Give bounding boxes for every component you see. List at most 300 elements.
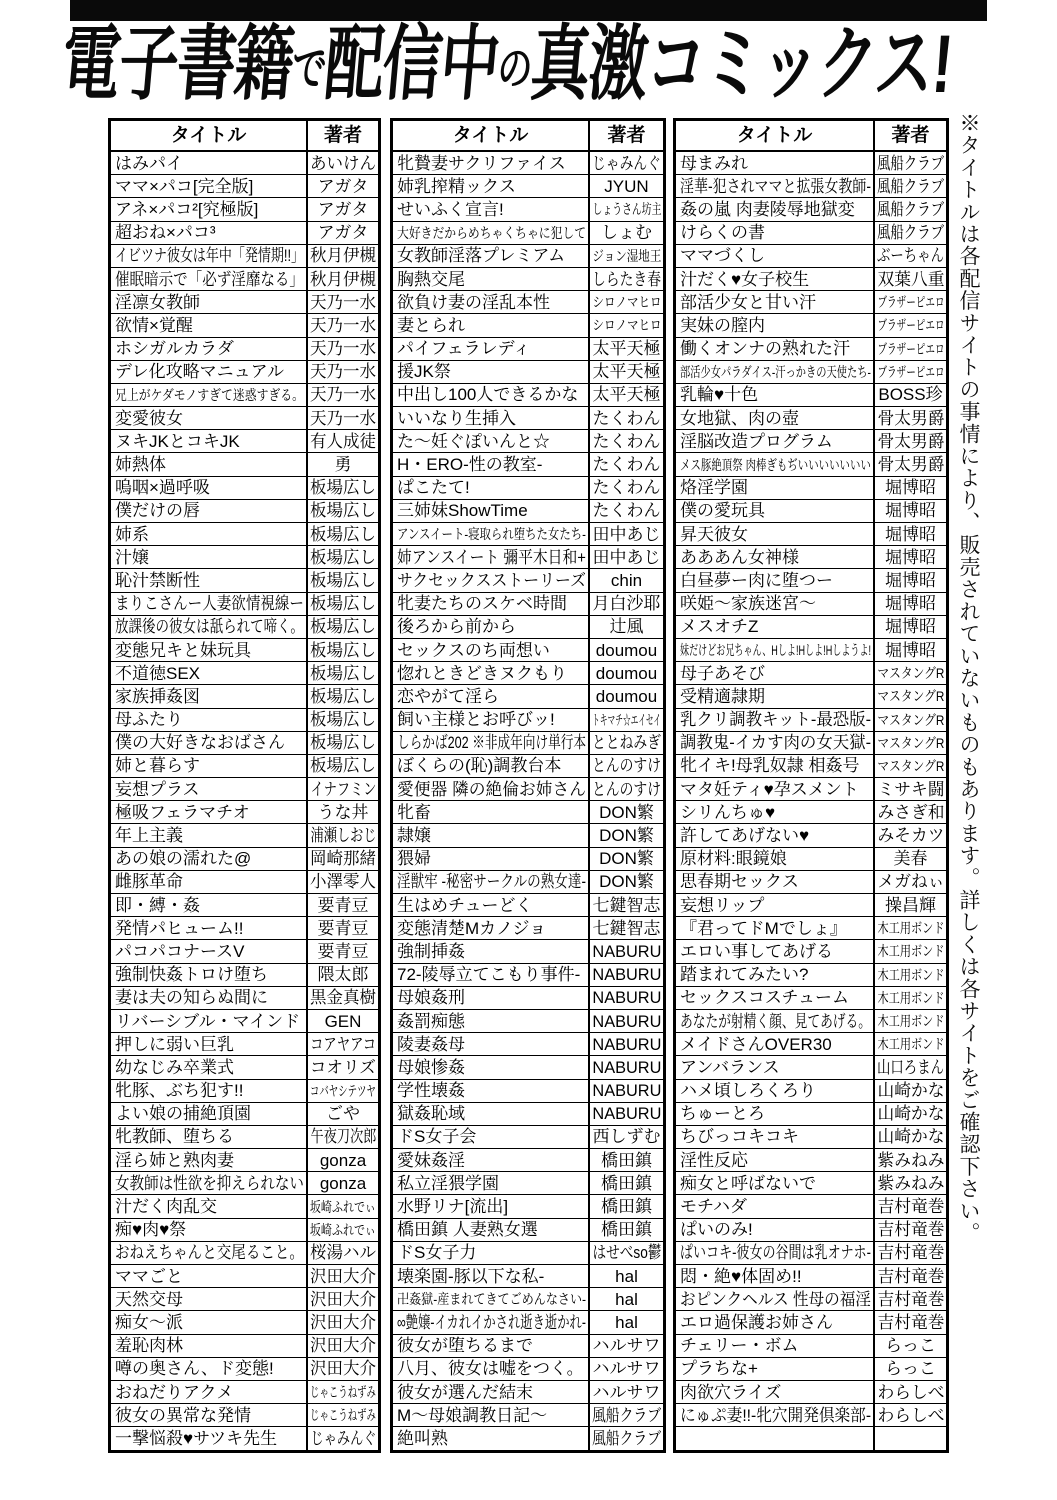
table-row xyxy=(676,871,946,894)
title-cell-text: 汁だく肉乱交 xyxy=(115,1197,217,1217)
title-cell xyxy=(676,546,875,568)
title-cell xyxy=(393,1335,590,1357)
title-cell-text: 牝豚、ぶち犯す!! xyxy=(115,1081,244,1101)
author-cell-text: gonza xyxy=(319,1150,367,1170)
author-cell xyxy=(875,384,946,406)
table-row xyxy=(393,569,663,592)
author-cell xyxy=(308,662,378,684)
author-cell xyxy=(590,824,663,846)
table-row xyxy=(676,1126,946,1149)
author-cell-text: NABURU xyxy=(592,965,662,985)
author-cell-text: 吉村竜巻 xyxy=(877,1312,944,1332)
title-cell xyxy=(111,848,308,870)
title-cell-text: 思春期セックス xyxy=(680,872,799,892)
author-cell xyxy=(308,1265,378,1287)
author-cell-text: 田中あじ xyxy=(592,524,661,544)
author-cell xyxy=(308,1311,378,1333)
author-cell-text: 天乃一水 xyxy=(309,292,377,312)
title-cell xyxy=(393,1033,590,1055)
banner-title-segment: の xyxy=(495,43,534,96)
title-cell-text: 牝教師、堕ちる xyxy=(115,1127,234,1147)
author-cell xyxy=(590,1427,663,1449)
title-cell xyxy=(676,1427,875,1449)
table-row xyxy=(676,964,946,987)
author-cell xyxy=(308,940,378,962)
title-cell xyxy=(676,1242,875,1264)
author-cell xyxy=(590,1265,663,1287)
title-cell xyxy=(111,685,308,707)
author-header xyxy=(875,121,946,150)
author-cell xyxy=(308,616,378,638)
table-row xyxy=(393,1242,663,1265)
table-row xyxy=(676,1056,946,1079)
title-cell-text: 兄上がケダモノすぎて迷惑すぎる。 xyxy=(115,386,305,403)
title-cell-text: はみパイ xyxy=(115,153,183,173)
title-cell-text: 押しに弱い巨乳 xyxy=(115,1034,234,1054)
author-cell xyxy=(875,709,946,731)
title-cell-text: 妄想リップ xyxy=(680,895,765,915)
title-cell-text: あなたが射精く顔、見てあげる。 xyxy=(680,1011,871,1031)
author-cell xyxy=(875,1126,946,1148)
table-row xyxy=(111,291,378,314)
title-cell xyxy=(676,175,875,197)
title-cell-text: 隷嬢 xyxy=(397,826,431,846)
author-cell xyxy=(875,430,946,452)
author-cell-text: 板場広し xyxy=(309,570,377,590)
table-row xyxy=(111,546,378,569)
author-cell-text: たくわん xyxy=(592,431,661,451)
author-cell xyxy=(875,175,946,197)
table-row xyxy=(393,1219,663,1242)
author-cell-text: 黒金真樹 xyxy=(309,988,377,1008)
title-cell-text: 母娘姦刑 xyxy=(397,988,465,1008)
author-cell-text: 西しずむ xyxy=(592,1127,661,1147)
table-row xyxy=(393,1288,663,1311)
author-cell-text: 午夜刀次郎 xyxy=(310,1127,376,1147)
title-header xyxy=(676,121,875,150)
title-cell-text: 八月、彼女は嘘をつく。 xyxy=(397,1359,584,1379)
title-cell-text: 働くオンナの熟れた汗 xyxy=(680,339,850,359)
table-row xyxy=(393,1080,663,1103)
table-row xyxy=(111,1172,378,1195)
author-cell xyxy=(590,940,663,962)
title-cell xyxy=(676,1219,875,1241)
author-header xyxy=(308,121,378,150)
author-cell-text: 骨太男爵 xyxy=(877,455,944,475)
table-row xyxy=(111,245,378,268)
title-cell xyxy=(676,1358,875,1380)
title-cell-text: 彼女が堕ちるまで xyxy=(397,1336,533,1356)
author-cell xyxy=(875,314,946,336)
author-cell xyxy=(875,1219,946,1241)
author-cell xyxy=(590,453,663,475)
title-cell xyxy=(111,1219,308,1241)
author-cell-text: たくわん xyxy=(592,478,661,498)
title-cell-text: ぼくらの(恥)調教台本 xyxy=(397,756,562,776)
author-cell xyxy=(875,338,946,360)
author-cell xyxy=(308,964,378,986)
author-cell-text: 田中あじ xyxy=(592,547,661,567)
banner-title-segment: 真激コミックス! xyxy=(527,19,956,110)
table-row xyxy=(111,338,378,361)
title-cell-text: ママごと xyxy=(115,1266,183,1286)
title-cell-text: メス豚絶頂祭 肉棒ぎもぢいいいいいいい xyxy=(680,456,871,473)
title-cell xyxy=(676,477,875,499)
table-row xyxy=(393,198,663,221)
author-cell xyxy=(308,685,378,707)
author-cell-text: 風船クラブ xyxy=(877,176,944,196)
title-cell-text: 壊楽園-豚以下な私- xyxy=(397,1266,545,1286)
author-cell xyxy=(308,709,378,731)
title-cell xyxy=(676,1335,875,1357)
author-cell xyxy=(308,987,378,1009)
title-cell-text: 羞恥肉林 xyxy=(115,1336,183,1356)
author-cell-text: 天乃一水 xyxy=(309,408,377,428)
title-cell-text: 年上主義 xyxy=(115,826,183,846)
author-cell xyxy=(308,1427,378,1449)
author-cell xyxy=(308,569,378,591)
author-cell xyxy=(875,1427,946,1449)
author-cell xyxy=(590,1195,663,1217)
author-cell-text: gonza xyxy=(319,1173,367,1193)
title-cell xyxy=(111,987,308,1009)
title-cell xyxy=(676,732,875,754)
author-cell xyxy=(590,1358,663,1380)
author-cell xyxy=(590,709,663,731)
title-cell xyxy=(111,500,308,522)
title-cell-text: よい娘の捕絶頂園 xyxy=(115,1104,251,1124)
author-cell xyxy=(590,685,663,707)
author-cell-text: 風船クラブ xyxy=(591,1405,662,1425)
table-header-row xyxy=(676,121,946,152)
table-row xyxy=(393,917,663,940)
author-cell-text: コアヤアコ xyxy=(310,1034,376,1054)
table-row xyxy=(393,871,663,894)
author-cell-text: 橋田鎮 xyxy=(601,1197,652,1217)
author-cell-text: 堀博昭 xyxy=(885,501,936,521)
title-header xyxy=(111,121,308,150)
author-cell xyxy=(590,1172,663,1194)
author-cell-text: しらたき春 xyxy=(591,269,662,289)
table-row xyxy=(676,917,946,940)
author-cell xyxy=(875,755,946,777)
author-cell-text: NABURU xyxy=(592,1011,662,1031)
title-cell-text: 変態清楚Mカノジョ xyxy=(397,918,547,938)
title-cell xyxy=(393,685,590,707)
table-row xyxy=(393,268,663,291)
author-cell-text: 天乃一水 xyxy=(309,362,377,382)
title-cell xyxy=(111,1033,308,1055)
title-cell xyxy=(111,709,308,731)
title-cell-text: マタ妊ティ♥孕スメント xyxy=(680,779,859,799)
author-cell xyxy=(875,848,946,870)
author-cell-text: ジョン湿地王 xyxy=(592,247,662,264)
top-black-bar xyxy=(70,0,987,21)
author-cell-text: 吉村竜巻 xyxy=(877,1197,944,1217)
title-cell-text: 痴女〜派 xyxy=(115,1312,183,1332)
title-cell xyxy=(393,639,590,661)
author-cell xyxy=(875,477,946,499)
title-cell xyxy=(393,1103,590,1125)
author-cell xyxy=(875,222,946,244)
author-cell-text: 美春 xyxy=(893,849,928,869)
author-cell-text: 紫みねみ xyxy=(877,1150,944,1170)
title-cell-text: 水野リナ[流出] xyxy=(397,1197,509,1217)
title-cell xyxy=(676,384,875,406)
author-cell-text: マスタングR xyxy=(877,665,944,682)
table-row xyxy=(393,848,663,871)
title-cell xyxy=(111,523,308,545)
title-cell xyxy=(676,616,875,638)
table-row xyxy=(111,616,378,639)
table-row xyxy=(393,616,663,639)
author-cell-text: たくわん xyxy=(592,408,661,428)
title-cell xyxy=(676,338,875,360)
author-cell-text: 吉村竜巻 xyxy=(877,1220,944,1240)
author-cell xyxy=(875,964,946,986)
title-cell xyxy=(676,1265,875,1287)
title-cell xyxy=(111,175,308,197)
title-cell-text: 学性壊姦 xyxy=(397,1081,465,1101)
title-cell xyxy=(393,917,590,939)
title-cell-text: にゅぷ妻!!-牝穴開発倶楽部- xyxy=(680,1405,872,1425)
title-cell xyxy=(111,940,308,962)
table-row xyxy=(676,1172,946,1195)
title-cell xyxy=(111,1404,308,1426)
author-cell-text: 板場広し xyxy=(309,478,377,498)
table-row xyxy=(111,569,378,592)
author-cell-text: 堀博昭 xyxy=(885,594,936,614)
author-cell-text: hal xyxy=(615,1266,638,1286)
table-row xyxy=(393,453,663,476)
author-cell xyxy=(875,1195,946,1217)
table-row xyxy=(393,709,663,732)
title-cell-text: アンバランス xyxy=(680,1057,780,1077)
table-row xyxy=(111,152,378,175)
title-cell-text: 女地獄、肉の壺 xyxy=(680,408,799,428)
author-cell-text: 太平天極 xyxy=(592,385,661,405)
author-cell xyxy=(875,940,946,962)
title-cell-text: モチハダ xyxy=(680,1197,747,1217)
title-cell xyxy=(393,152,590,174)
title-cell xyxy=(111,222,308,244)
book-table-2 xyxy=(390,118,666,1453)
title-cell-text: 肉欲穴ライズ xyxy=(680,1382,782,1402)
title-cell-text: ホシガルカラダ xyxy=(115,339,234,359)
author-cell-text: 双葉八重 xyxy=(877,269,944,289)
author-cell xyxy=(590,430,663,452)
title-cell-text: リバーシブル・マインド xyxy=(115,1011,301,1031)
title-cell-text: 痴♥肉♥祭 xyxy=(115,1220,187,1240)
book-table-3 xyxy=(673,118,949,1453)
author-cell xyxy=(590,755,663,777)
table-row xyxy=(676,709,946,732)
author-cell xyxy=(308,1172,378,1194)
author-cell xyxy=(590,1311,663,1333)
title-cell xyxy=(676,569,875,591)
author-cell xyxy=(875,1010,946,1032)
author-cell xyxy=(308,1242,378,1264)
table-row xyxy=(111,1126,378,1149)
title-cell-text: ぱいコキ-彼女の谷間は乳オナホ- xyxy=(680,1243,871,1263)
title-cell xyxy=(393,709,590,731)
banner-title-segment: で xyxy=(289,43,328,96)
title-cell-text: 放課後の彼女は舐られて啼く。 xyxy=(115,617,304,637)
table-row xyxy=(111,1080,378,1103)
author-cell xyxy=(308,500,378,522)
author-cell-text: 紫みねみ xyxy=(877,1173,944,1193)
title-cell xyxy=(111,453,308,475)
title-cell xyxy=(676,500,875,522)
author-cell-text: 沢田大介 xyxy=(309,1266,377,1286)
author-cell xyxy=(590,964,663,986)
title-cell xyxy=(393,1242,590,1264)
author-cell xyxy=(590,1149,663,1171)
table-row xyxy=(393,175,663,198)
table-row xyxy=(393,500,663,523)
author-cell xyxy=(875,1311,946,1333)
title-cell xyxy=(111,1195,308,1217)
title-cell xyxy=(393,1404,590,1426)
title-cell-text: た〜妊ぐぽいんと☆ xyxy=(397,431,550,451)
title-cell-text: セックスのち両想い xyxy=(397,640,550,660)
title-cell-text: おねだりアクメ xyxy=(115,1382,234,1402)
title-cell-text: けらくの書 xyxy=(680,223,765,243)
table-header-row xyxy=(393,121,663,152)
author-cell-text: 桜湯ハル xyxy=(309,1243,377,1263)
table-row xyxy=(111,778,378,801)
table-row xyxy=(393,384,663,407)
author-cell-text: 太平天極 xyxy=(592,362,661,382)
title-cell xyxy=(676,1172,875,1194)
author-cell xyxy=(875,824,946,846)
author-header-text: 著者 xyxy=(891,125,930,146)
author-cell-text: 操昌輝 xyxy=(885,895,936,915)
title-cell xyxy=(111,477,308,499)
title-cell xyxy=(676,917,875,939)
title-cell xyxy=(393,546,590,568)
author-cell xyxy=(590,407,663,429)
table-row xyxy=(393,523,663,546)
author-cell-text: 木工用ボンド xyxy=(876,1013,945,1030)
title-cell-text: 乳輪♥十色 xyxy=(680,385,759,405)
title-cell-text: ちびっコキコキ xyxy=(680,1127,799,1147)
title-cell-text: おねえちゃんと交尾ること。 xyxy=(115,1243,304,1263)
title-cell-text: 咲姫〜家族迷宮〜 xyxy=(680,594,816,614)
author-cell-text: とんのすけ xyxy=(591,756,662,776)
author-cell-text: 要青豆 xyxy=(317,918,369,938)
author-cell-text: シロノマヒロ xyxy=(592,317,661,334)
author-cell-text: メガねぃ xyxy=(877,872,944,892)
title-cell-text: 妻とられ xyxy=(397,315,465,335)
table-row xyxy=(676,245,946,268)
author-cell-text: マスタングR xyxy=(877,688,944,705)
author-cell xyxy=(590,1056,663,1078)
author-cell-text: DON繁 xyxy=(599,872,654,892)
title-cell-text: ちゅーとろ xyxy=(680,1104,765,1124)
title-cell-text: 三姉妹ShowTime xyxy=(397,501,528,521)
title-cell-text: 姉乳搾精ックス xyxy=(397,176,516,196)
author-cell xyxy=(875,732,946,754)
table-row xyxy=(111,755,378,778)
title-cell xyxy=(676,987,875,1009)
author-cell-text: 岡崎那緒 xyxy=(309,849,377,869)
title-cell-text: メイドさんOVER30 xyxy=(680,1034,832,1054)
author-cell xyxy=(590,1404,663,1426)
title-cell-text: 母子あそび xyxy=(680,663,765,683)
author-cell xyxy=(308,1103,378,1125)
author-cell xyxy=(308,1358,378,1380)
author-cell-text: 沢田大介 xyxy=(309,1359,377,1379)
author-cell-text: ハルサワ xyxy=(592,1336,661,1356)
author-cell-text: たくわん xyxy=(592,501,661,521)
table-row xyxy=(676,569,946,592)
title-cell-text: アンスイート-寝取られ堕ちた女たち- xyxy=(397,526,586,543)
table-row xyxy=(676,1288,946,1311)
author-cell-text: 風船クラブ xyxy=(591,1428,662,1448)
author-cell-text: シロノマヒロ xyxy=(592,294,661,311)
title-cell-text: 天然交母 xyxy=(115,1289,183,1309)
author-header-text: 著者 xyxy=(323,125,362,146)
author-cell xyxy=(308,894,378,916)
table-row xyxy=(111,314,378,337)
title-cell xyxy=(676,268,875,290)
author-cell xyxy=(875,569,946,591)
title-cell-text: 『君ってドMでしょ』 xyxy=(680,918,847,938)
title-cell xyxy=(676,1195,875,1217)
title-cell-text: 恋やがて淫ら xyxy=(397,686,499,706)
author-cell-text: doumou xyxy=(595,663,658,683)
table-row xyxy=(676,546,946,569)
table-row xyxy=(111,824,378,847)
table-row xyxy=(393,732,663,755)
table-row xyxy=(393,1404,663,1427)
title-cell xyxy=(393,1172,590,1194)
title-cell-text: 橋田鎮 人妻熟女選 xyxy=(397,1220,538,1240)
table-row xyxy=(111,268,378,291)
author-cell-text: うな丼 xyxy=(317,802,369,822)
title-cell xyxy=(111,198,308,220)
title-cell xyxy=(393,801,590,823)
table-row xyxy=(111,685,378,708)
table-row xyxy=(111,1010,378,1033)
title-cell-text: ドS女子会 xyxy=(397,1127,477,1147)
table-row xyxy=(393,987,663,1010)
table-row xyxy=(676,384,946,407)
author-cell xyxy=(875,245,946,267)
author-cell xyxy=(590,291,663,313)
author-cell-text: 秋月伊槻 xyxy=(309,269,377,289)
author-cell xyxy=(590,778,663,800)
title-cell-text: 72-陵辱立てこもり事件- xyxy=(397,965,581,985)
author-cell-text: 板場広し xyxy=(309,524,377,544)
table-row xyxy=(676,407,946,430)
author-cell-text: 風船クラブ xyxy=(877,223,944,243)
title-cell xyxy=(393,523,590,545)
title-cell-text: 母娘惨姦 xyxy=(397,1057,465,1077)
title-cell-text: 極吸フェラマチオ xyxy=(115,802,250,822)
author-cell-text: 堀博昭 xyxy=(885,547,936,567)
title-cell-text: 烙淫学園 xyxy=(680,478,748,498)
author-cell xyxy=(590,268,663,290)
author-cell-text: 太平天極 xyxy=(592,339,661,359)
title-cell xyxy=(111,824,308,846)
table-row xyxy=(393,430,663,453)
table-row xyxy=(393,291,663,314)
author-cell xyxy=(875,152,946,174)
author-cell-text: 木工用ボンド xyxy=(876,966,945,983)
title-cell xyxy=(111,894,308,916)
